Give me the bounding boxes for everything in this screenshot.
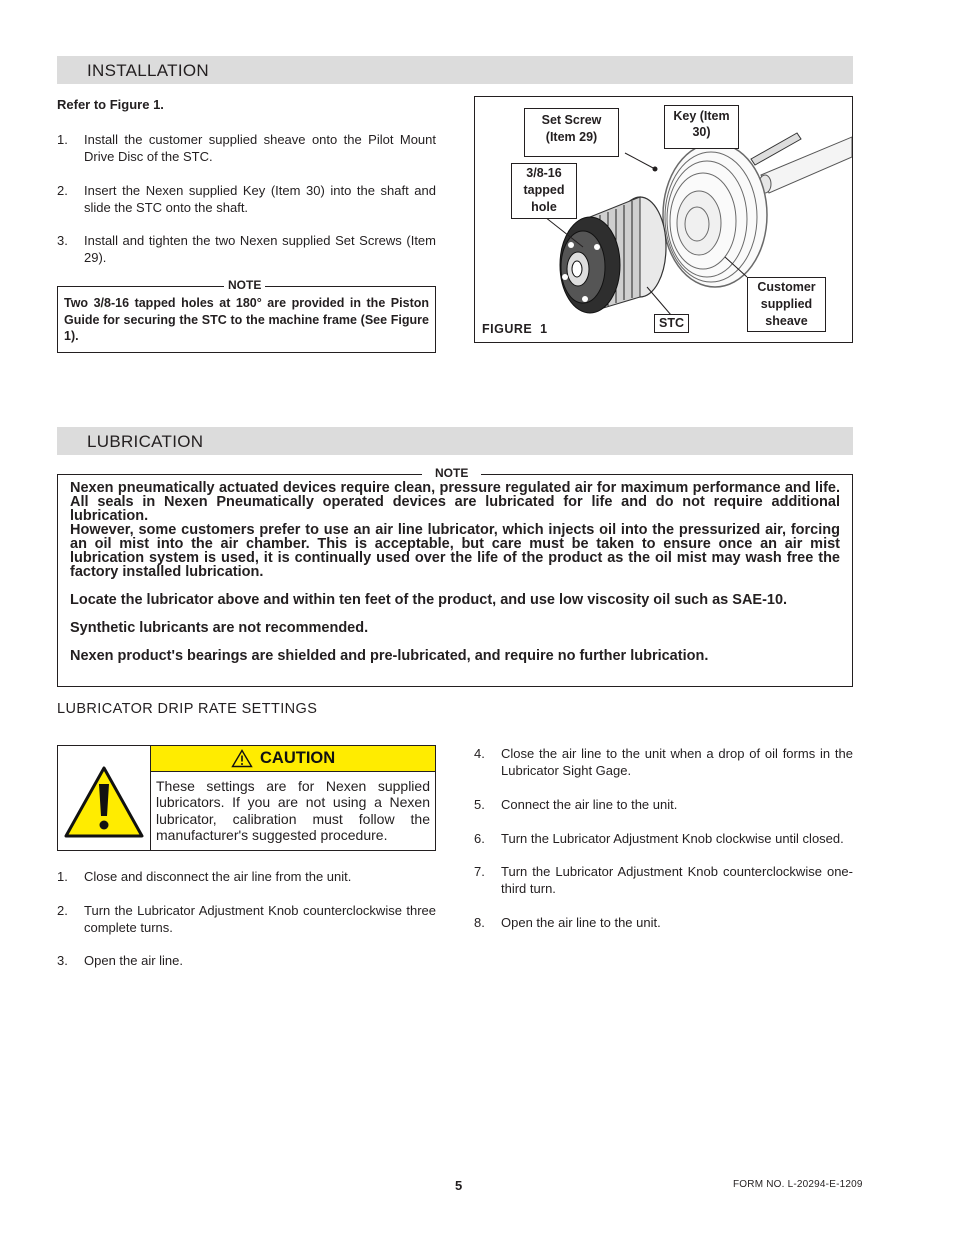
callout-tapped-hole: 3/8-16 tapped hole [511,163,577,219]
callout-set-screw: Set Screw (Item 29) [524,108,619,157]
step-number: 1. [57,132,68,147]
drip-step-8 [474,914,853,931]
warning-triangle-icon [58,746,150,850]
callout-customer-sheave: Customer supplied sheave [747,277,826,332]
form-number: FORM NO. L-20294-E-1209 [733,1179,863,1190]
step-number: 7. [474,864,485,879]
caution-box [57,745,436,851]
step-number: 2. [57,183,68,198]
lubrication-paragraph-5: Nexen product's bearings are shielded and pre-lubricated, and require no further lubrication. [70,648,709,664]
figure-1 [474,96,853,343]
callout-stc: STC [654,314,689,333]
drip-step-4 [474,745,853,779]
figure-caption: FIGURE 1 [482,322,548,336]
set-screw-illustration [653,167,658,172]
step-text: Turn the Lubricator Adjustment Knob counterclockwise three complete turns. [84,903,436,935]
caution-header [151,746,435,772]
note-label: NOTE [224,278,265,292]
step-text: Close and disconnect the air line from the unit. [84,869,352,884]
drip-step-6 [474,830,853,847]
lubrication-paragraph-3: Locate the lubricator above and within ten feet of the product, and use low viscosity oil such as SAE-10. [70,592,788,608]
step-number: 5. [474,797,485,812]
step-number: 3. [57,953,68,968]
caution-text: These settings are for Nexen supplied lubricators. If you are not using a Nexen lubricator, calibration must follow the manufacturer's suggested procedure. [156,778,430,843]
step-text: Open the air line. [84,953,184,968]
refer-to-figure: Refer to Figure 1. [57,97,164,112]
drip-step-2 [57,902,436,936]
lubrication-paragraph-4: Synthetic lubricants are not recommended. [70,620,369,636]
caution-icon-cell [58,746,151,850]
step-text: Open the air line to the unit. [501,915,661,930]
drip-step-7 [474,863,853,897]
drip-rate-heading: LUBRICATOR DRIP RATE SETTINGS [57,701,318,717]
sheave-illustration [663,143,767,287]
installation-heading-bar [57,56,853,84]
installation-note-text: Two 3/8-16 tapped holes at 180° are provided in the Piston Guide for securing the STC to the machine frame (See Figure 1). [64,296,429,343]
install-step-1 [57,131,436,165]
step-text: Connect the air line to the unit. [501,797,678,812]
page-number: 5 [455,1178,463,1193]
lubrication-heading: LUBRICATION [87,432,204,451]
lubrication-paragraph-1: Nexen pneumatically actuated devices require clean, pressure regulated air for maximum performance and life. All seals in Nexen Pneumatically operated devices are lubricated for life and do not require additional lubrication. [70,480,840,524]
step-number: 3. [57,233,68,248]
step-text: Insert the Nexen supplied Key (Item 30) into the shaft and slide the STC onto the shaft. [84,183,436,215]
key-illustration [751,133,801,165]
step-number: 6. [474,831,485,846]
install-step-2 [57,182,436,216]
caution-title: CAUTION [260,749,336,767]
note-label: NOTE [422,466,481,480]
installation-note-box [57,278,436,353]
callout-key: Key (Item 30) [664,105,739,149]
lubrication-heading-bar [57,427,853,455]
lubrication-paragraph-2: However, some customers prefer to use an air line lubricator, which injects oil into the pressurized air, forcing an oil mist into the air chamber. This is acceptable, but care must be taken to ensure once an air mist lubrication system is used, it is continually used over the life of the product as the oil mist may wash free the factory installed lubrication. [70,522,840,580]
install-step-3 [57,232,436,266]
step-text: Install the customer supplied sheave onto the Pilot Mount Drive Disc of the STC. [84,132,436,164]
step-text: Turn the Lubricator Adjustment Knob counterclockwise one-third turn. [501,864,853,896]
step-text: Close the air line to the unit when a drop of oil forms in the Lubricator Sight Gage. [501,746,853,778]
installation-heading: INSTALLATION [87,61,209,80]
small-warning-icon [231,749,253,768]
shaft-illustration [759,137,852,193]
drip-step-3 [57,952,436,969]
drip-step-5 [474,796,853,813]
step-text: Install and tighten the two Nexen supplied Set Screws (Item 29). [84,233,436,265]
step-number: 1. [57,869,68,884]
step-number: 4. [474,746,485,761]
step-text: Turn the Lubricator Adjustment Knob clockwise until closed. [501,831,844,846]
drip-step-1 [57,868,436,885]
step-number: 8. [474,915,485,930]
step-number: 2. [57,903,68,918]
